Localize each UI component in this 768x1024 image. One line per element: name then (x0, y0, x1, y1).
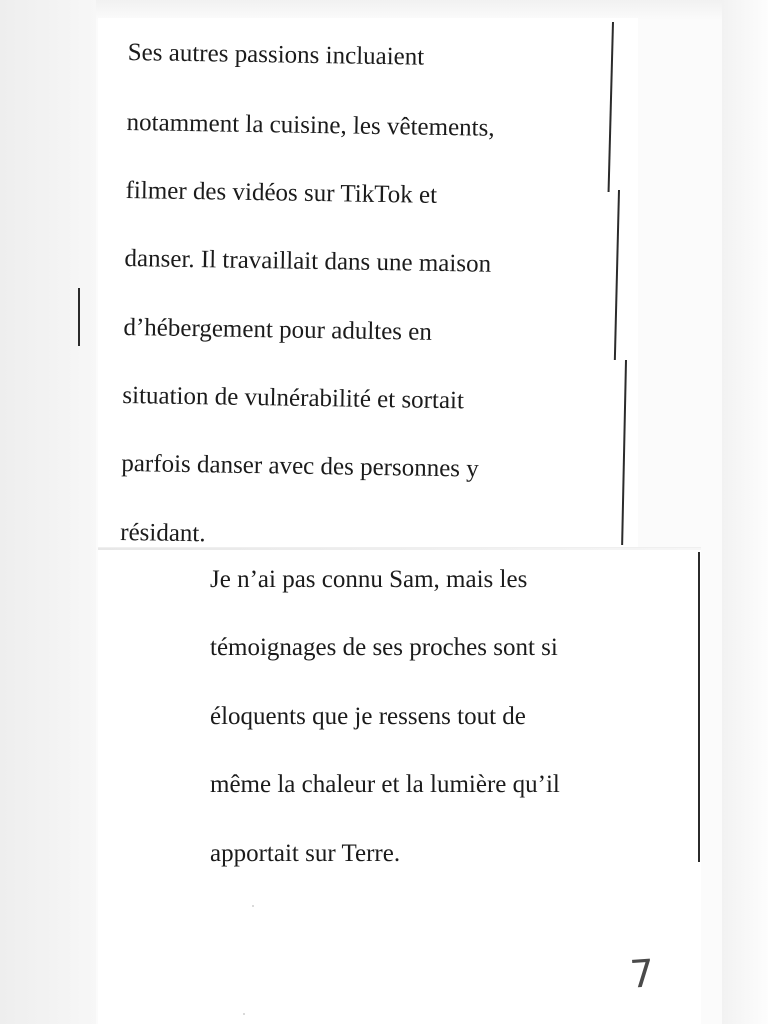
text-line: d’hébergement pour adultes en (123, 313, 433, 346)
scan-margin-left (0, 0, 96, 1024)
text-line: Ses autres passions incluaient (127, 38, 425, 71)
scan-speck (252, 905, 254, 907)
text-line: filmer des vidéos sur TikTok et (125, 176, 438, 209)
text-line: Je n’ai pas connu Sam, mais les (210, 566, 528, 593)
text-line: même la chaleur et la lumière qu’il (210, 771, 560, 798)
text-line: témoignages de ses proches sont si (210, 634, 558, 661)
text-line: éloquents que je ressens tout de (210, 703, 526, 730)
cut-edge-line (698, 552, 700, 862)
margin-mark-line (78, 288, 80, 346)
text-line: apportait sur Terre. (210, 840, 401, 867)
scan-top-shadow (96, 0, 722, 20)
scan-margin-right (722, 0, 768, 1024)
text-line: parfois danser avec des personnes y (121, 449, 480, 483)
handwritten-page-number: 7 (628, 951, 656, 997)
scan-speck (243, 1013, 245, 1015)
text-line: situation de vulnérabilité et sortait (122, 381, 465, 415)
text-line: danser. Il travaillait dans une maison (124, 244, 492, 278)
text-line: notamment la cuisine, les vêtements, (126, 108, 495, 142)
text-line: résidant. (120, 518, 206, 548)
